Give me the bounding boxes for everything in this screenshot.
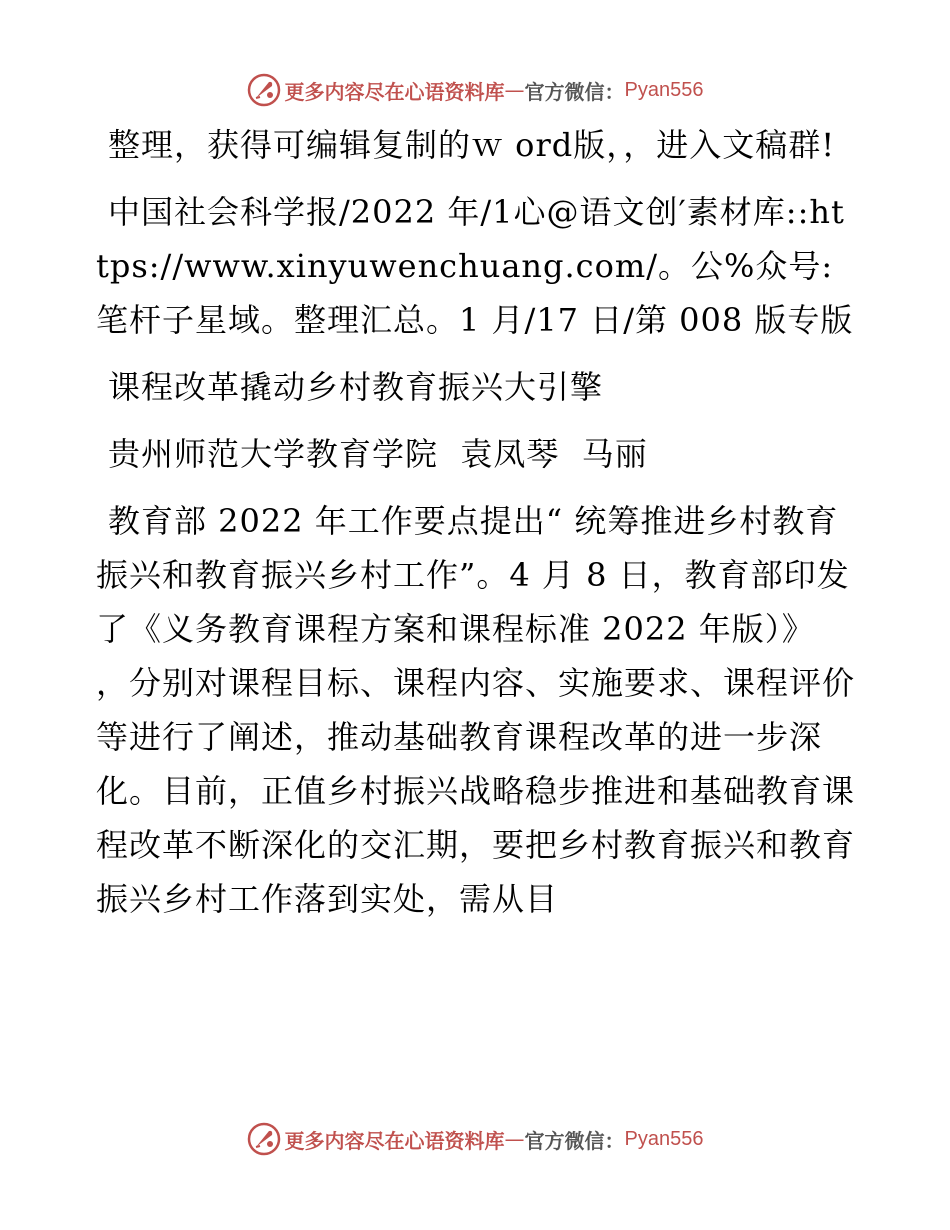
header-banner bbox=[0, 70, 950, 110]
document-body bbox=[96, 118, 856, 939]
banner-wechat-id: Pyan556 bbox=[624, 78, 704, 101]
intro-paragraph: 整理，获得可编辑复制的ｗ ord版，，进入文稿群! bbox=[108, 126, 836, 164]
source-paragraph: 中国社会科学报/2022 年/1心@语文创′素材库::https://www.xinyuwenchuang.com/。公%众号: 笔杆子星域。整理汇总。1 月/17 日/第 008 版专版 bbox=[96, 193, 854, 339]
banner-wechat-id: Pyan556 bbox=[624, 1127, 704, 1150]
footer-banner bbox=[0, 1119, 950, 1159]
banner-wechat-label: 官方微信： bbox=[524, 1128, 625, 1153]
banner-wechat-label: 官方微信： bbox=[524, 79, 625, 104]
banner-dash: — bbox=[504, 1127, 525, 1151]
feather-pen-logo-icon bbox=[247, 1122, 281, 1156]
feather-pen-logo-icon bbox=[247, 73, 281, 107]
banner-dash: — bbox=[504, 78, 525, 102]
article-body-paragraph: 教育部 2022 年工作要点提出“ 统筹推进乡村教育振兴和教育振兴乡村工作”。4 月 8 日，教育部印发了《义务教育课程方案和课程标准 2022 年版）》 ，分别对课程目标、课程内容、实施要求、课程评价等进行了阐述，推动基础教育课程改革的进一步深化。目前，正值乡村振兴战略稳步推进和基础教育课程改革不断深化的交汇期，要把乡村教育振兴和教育振兴乡村工作落到实处，需从目 bbox=[96, 502, 856, 918]
article-authors: 贵州师范大学教育学院 袁凤琴 马丽 bbox=[108, 435, 648, 473]
banner-main-text: 更多内容尽在心语资料库 bbox=[284, 79, 505, 104]
article-title: 课程改革撬动乡村教育振兴大引擎 bbox=[108, 368, 604, 406]
banner-main-text: 更多内容尽在心语资料库 bbox=[284, 1128, 505, 1153]
